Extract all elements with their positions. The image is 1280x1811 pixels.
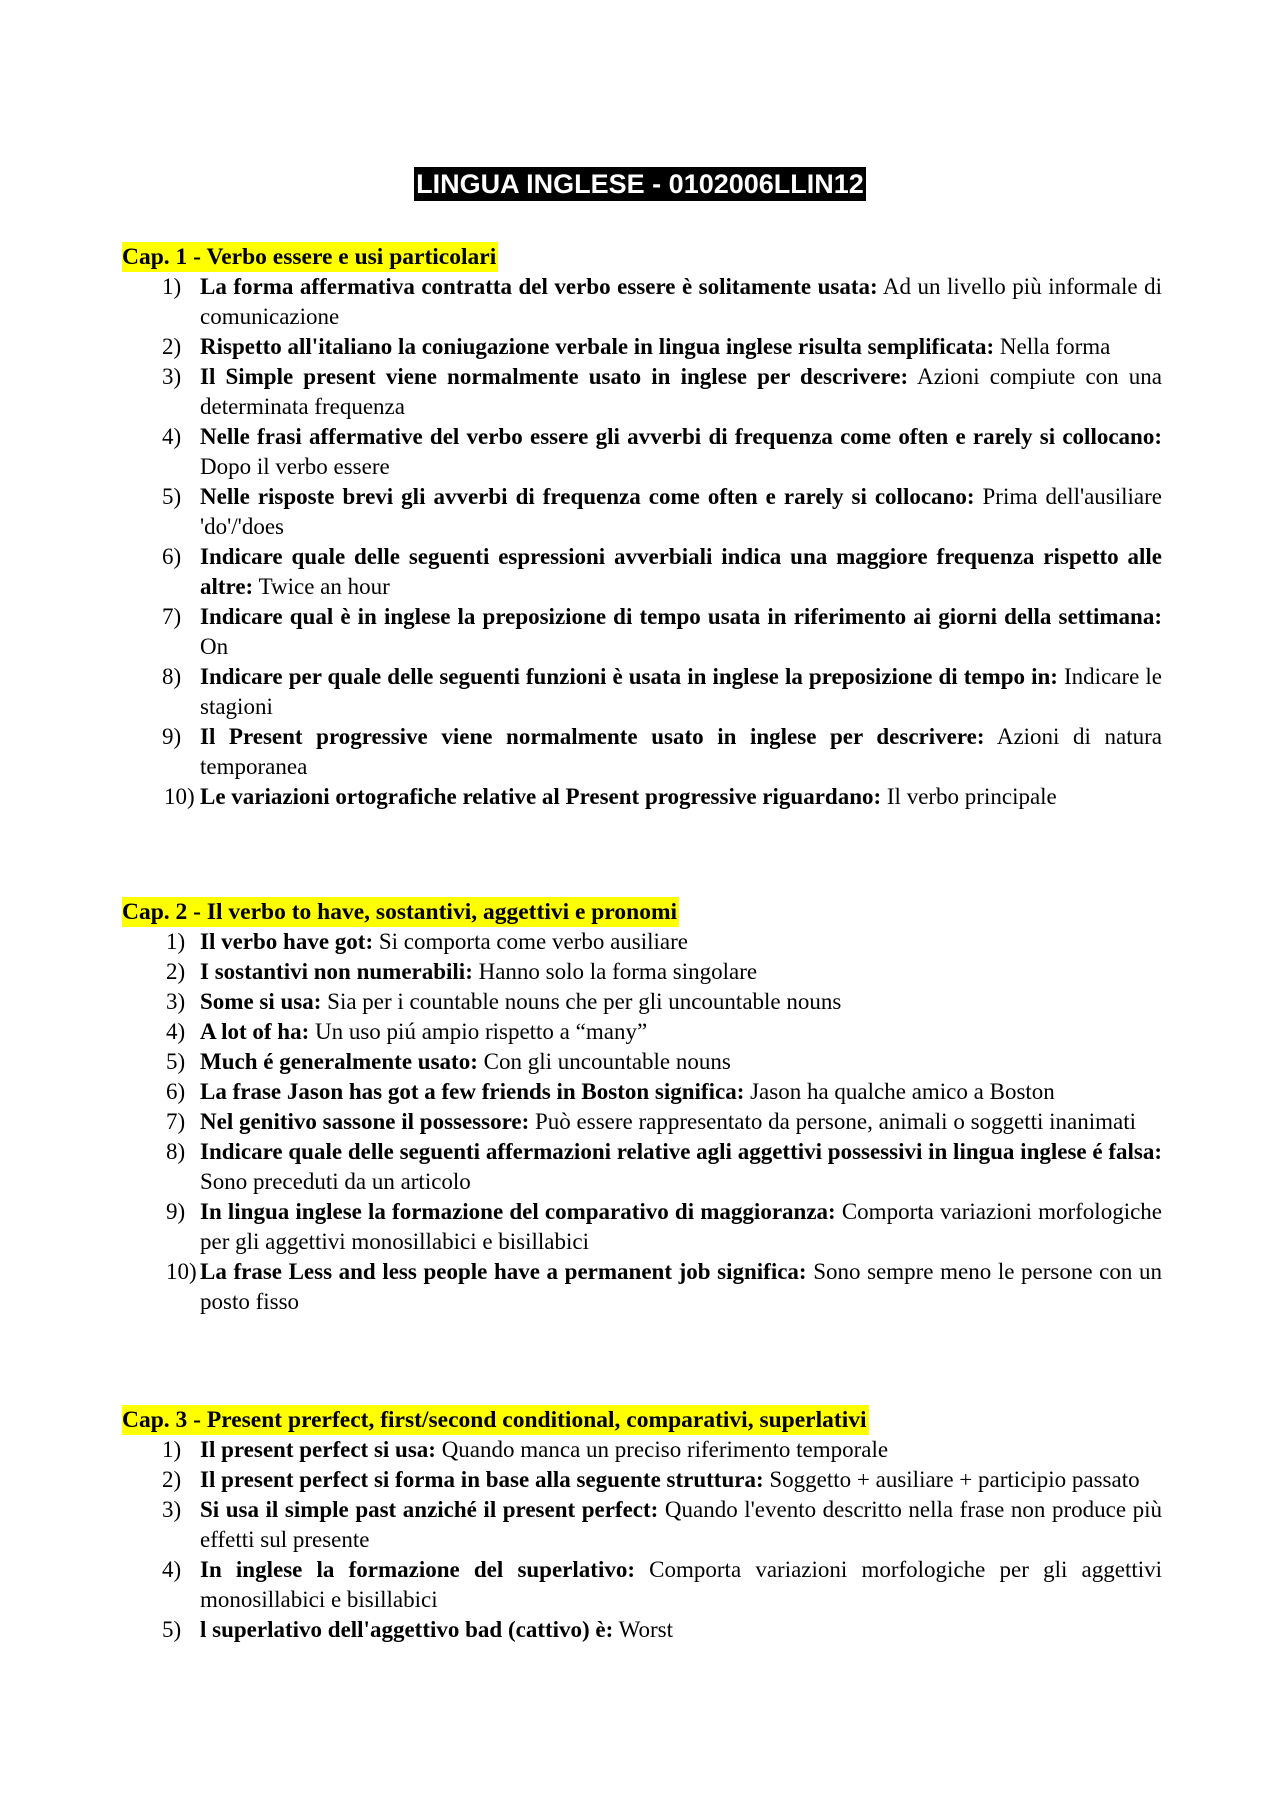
answer-text: Quando manca un preciso riferimento temporale [441,1437,889,1462]
question-text: La forma affermativa contratta del verbo essere è solitamente usata: [200,274,878,299]
question-text: La frase Jason has got a few friends in Boston significa: [200,1079,745,1104]
list-item [122,1435,1162,1465]
item-number: 8) [166,1139,186,1164]
answer-text: Comporta variazioni morfologiche per gli aggettivi monosillabici e bisillabici [200,1557,1162,1612]
answer-text: Dopo il verbo essere [200,454,390,479]
question-text: Le variazioni ortografiche relative al Present progressive riguardano: [200,784,882,809]
question-text: Rispetto all'italiano la coniugazione verbale in lingua inglese risulta semplificata: [200,334,995,359]
question-text: Indicare quale delle seguenti affermazioni relative agli aggettivi possessivi in lingua inglese é falsa: [200,1139,1162,1164]
answer-text: Prima dell'ausiliare 'do'/'does [200,484,1163,539]
answer-text: Worst [618,1617,674,1642]
item-number: 2) [166,959,186,984]
list-item [122,1465,1162,1495]
answer-text: Azioni compiute con una determinata frequenza [200,364,1163,419]
list-item [122,602,1162,662]
item-number: 2) [162,1467,182,1492]
question-text: Indicare qual è in inglese la preposizione di tempo usata in riferimento ai giorni della settimana: [200,604,1162,629]
list-item [122,332,1162,362]
item-number: 1) [162,1437,182,1462]
item-number: 5) [162,1617,182,1642]
item-number: 4) [162,1557,182,1582]
item-number: 4) [162,424,182,449]
question-text: Indicare per quale delle seguenti funzioni è usata in inglese la preposizione di tempo in: [200,664,1058,689]
answer-text: On [200,634,229,659]
list-item [122,1047,1162,1077]
item-number: 10) [166,1259,197,1284]
question-text: Il present perfect si usa: [200,1437,436,1462]
item-number: 5) [162,484,182,509]
answer-text: Quando l'evento descritto nella frase non produce più effetti sul presente [200,1497,1162,1552]
list-item [122,957,1162,987]
chapter-title: Cap. 1 - Verbo essere e usi particolari [122,244,497,270]
item-number: 7) [166,1109,186,1134]
list-item [122,987,1162,1017]
list-item [122,1615,1162,1645]
question-text: Nelle risposte brevi gli avverbi di frequenza come often e rarely si collocano: [200,484,975,509]
answer-text: Sono preceduti da un articolo [200,1169,471,1194]
item-number: 6) [166,1079,186,1104]
question-text: La frase Less and less people have a permanent job significa: [200,1259,807,1284]
item-number: 9) [162,724,182,749]
chapter-title: Cap. 2 - Il verbo to have, sostantivi, aggettivi e pronomi [122,899,678,925]
list-item [122,1197,1162,1257]
answer-text: Nella forma [999,334,1111,359]
answer-text: Si comporta come verbo ausiliare [378,929,688,954]
answer-text: Jason ha qualche amico a Boston [750,1079,1055,1104]
answer-text: Sia per i countable nouns che per gli uncountable nouns [327,989,842,1014]
item-number: 5) [166,1049,186,1074]
item-number: 3) [162,1497,182,1522]
list-item [122,782,1162,812]
list-item [122,1077,1162,1107]
answer-text: Sono sempre meno le persone con un posto fisso [200,1259,1162,1314]
question-text: Much é generalmente usato: [200,1049,478,1074]
question-text: Il verbo have got: [200,929,374,954]
answer-text: Può essere rappresentato da persone, animali o soggetti inanimati [535,1109,1137,1134]
list-item [122,1137,1162,1197]
list-item [122,362,1162,422]
item-number: 3) [162,364,182,389]
question-list [122,272,1162,812]
answer-text: Con gli uncountable nouns [483,1049,731,1074]
item-number: 1) [166,929,186,954]
title-container [0,167,1280,201]
chapter-title: Cap. 3 - Present prerfect, first/second conditional, comparativi, superlativi [122,1407,867,1433]
question-text: Nelle frasi affermative del verbo essere gli avverbi di frequenza come often e rarely si collocano: [200,424,1162,449]
item-number: 2) [162,334,182,359]
question-text: Il Present progressive viene normalmente usato in inglese per descrivere: [200,724,985,749]
question-text: Il present perfect si forma in base alla seguente struttura: [200,1467,764,1492]
question-list [122,1435,1162,1645]
answer-text: Twice an hour [258,574,390,599]
chapter-2 [122,897,1162,1317]
item-number: 8) [162,664,182,689]
answer-text: Hanno solo la forma singolare [478,959,758,984]
question-text: A lot of ha: [200,1019,310,1044]
question-text: Nel genitivo sassone il possessore: [200,1109,530,1134]
list-item [122,662,1162,722]
question-text: Il Simple present viene normalmente usato in inglese per descrivere: [200,364,909,389]
list-item [122,482,1162,542]
question-text: I sostantivi non numerabili: [200,959,473,984]
list-item [122,1555,1162,1615]
item-number: 9) [166,1199,186,1224]
list-item [122,542,1162,602]
list-item [122,927,1162,957]
document-title: LINGUA INGLESE - 0102006LLIN12 [416,169,864,199]
list-item [122,722,1162,782]
answer-text: Ad un livello più informale di comunicazione [200,274,1162,329]
item-number: 7) [162,604,182,629]
chapter-1 [122,242,1162,812]
list-item [122,1107,1162,1137]
chapter-3 [122,1405,1162,1645]
answer-text: Azioni di natura temporanea [200,724,1162,779]
answer-text: Un uso piú ampio rispetto a “many” [315,1019,648,1044]
item-number: 1) [162,274,182,299]
list-item [122,1257,1162,1317]
answer-text: Indicare le stagioni [200,664,1163,719]
question-text: Indicare quale delle seguenti espressioni avverbiali indica una maggiore frequenza rispetto alle altre: [200,544,1162,599]
answer-text: Soggetto + ausiliare + participio passato [769,1467,1140,1492]
question-text: Some si usa: [200,989,322,1014]
list-item [122,422,1162,482]
list-item [122,1017,1162,1047]
item-number: 3) [166,989,186,1014]
question-list [122,927,1162,1317]
list-item [122,272,1162,332]
answer-text: Comporta variazioni morfologiche per gli aggettivi monosillabici e bisillabici [200,1199,1162,1254]
question-text: l superlativo dell'aggettivo bad (cattivo) è: [200,1617,614,1642]
answer-text: Il verbo principale [886,784,1057,809]
question-text: In lingua inglese la formazione del comparativo di maggioranza: [200,1199,836,1224]
question-text: Si usa il simple past anziché il present perfect: [200,1497,659,1522]
item-number: 10) [164,784,195,809]
item-number: 6) [162,544,182,569]
item-number: 4) [166,1019,186,1044]
question-text: In inglese la formazione del superlativo: [200,1557,635,1582]
list-item [122,1495,1162,1555]
